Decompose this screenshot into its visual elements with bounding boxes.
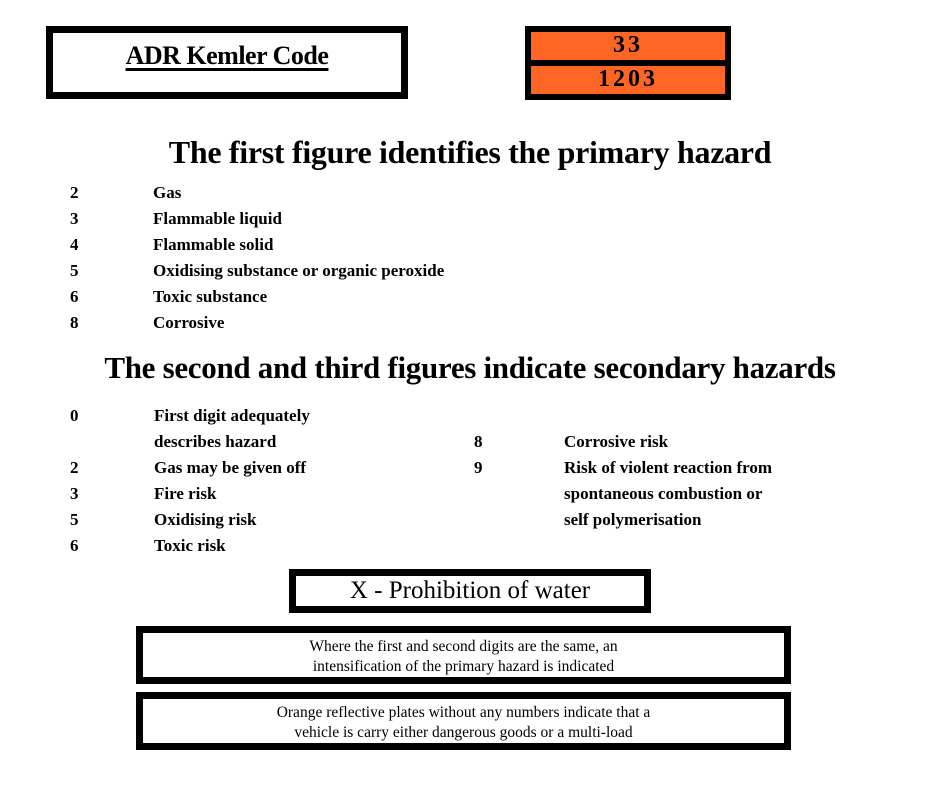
list-code: 5 [70,261,79,280]
list-label: Flammable liquid [153,209,282,228]
list-code: 9 [474,458,483,477]
list-label: Fire risk [154,484,217,503]
hazard-number: 33 [531,32,725,60]
list-label: Gas may be given off [154,458,307,477]
list-code: 5 [70,510,79,529]
note-line: intensification of the primary hazard is indicated [312,658,615,675]
list-label: Oxidising substance or organic peroxide [153,261,445,280]
list-code: 3 [70,484,79,503]
primary-heading: The first figure identifies the primary hazard [168,134,772,170]
list-code: 6 [70,287,79,306]
list-code: 2 [70,458,79,477]
note-line: Where the first and second digits are the same, an [309,638,618,655]
note-line: Orange reflective plates without any numbers indicate that a [276,704,651,721]
blank-plate-note [136,692,791,750]
list-label: Gas [153,183,182,202]
secondary-heading: The second and third figures indicate secondary hazards [104,350,836,385]
list-label: Corrosive risk [564,432,669,451]
list-label: Risk of violent reaction from [564,458,773,477]
un-number: 1203 [531,66,725,94]
note-line: vehicle is carry either dangerous goods or a multi-load [294,724,633,741]
list-code: 2 [70,183,79,202]
orange-hazard-plate [525,26,731,100]
list-label: describes hazard [154,432,277,451]
list-code: 8 [474,432,483,451]
list-label: Oxidising risk [154,510,257,529]
list-code: 0 [70,406,79,425]
list-label: Corrosive [153,313,225,332]
page-title: ADR Kemler Code [125,41,329,70]
title-box [46,26,408,99]
list-label: Flammable solid [153,235,274,254]
list-label: Toxic risk [154,536,226,555]
list-code: 8 [70,313,79,332]
list-label: First digit adequately [154,406,310,425]
x-prohibition-text: X - Prohibition of water [349,577,591,604]
list-label: spontaneous combustion or [564,484,763,503]
list-label: Toxic substance [153,287,268,306]
list-code: 6 [70,536,79,555]
intensification-note [136,626,791,684]
list-code: 3 [70,209,79,228]
x-prohibition-box [289,569,651,613]
list-code: 4 [70,235,79,254]
list-label: self polymerisation [564,510,702,529]
